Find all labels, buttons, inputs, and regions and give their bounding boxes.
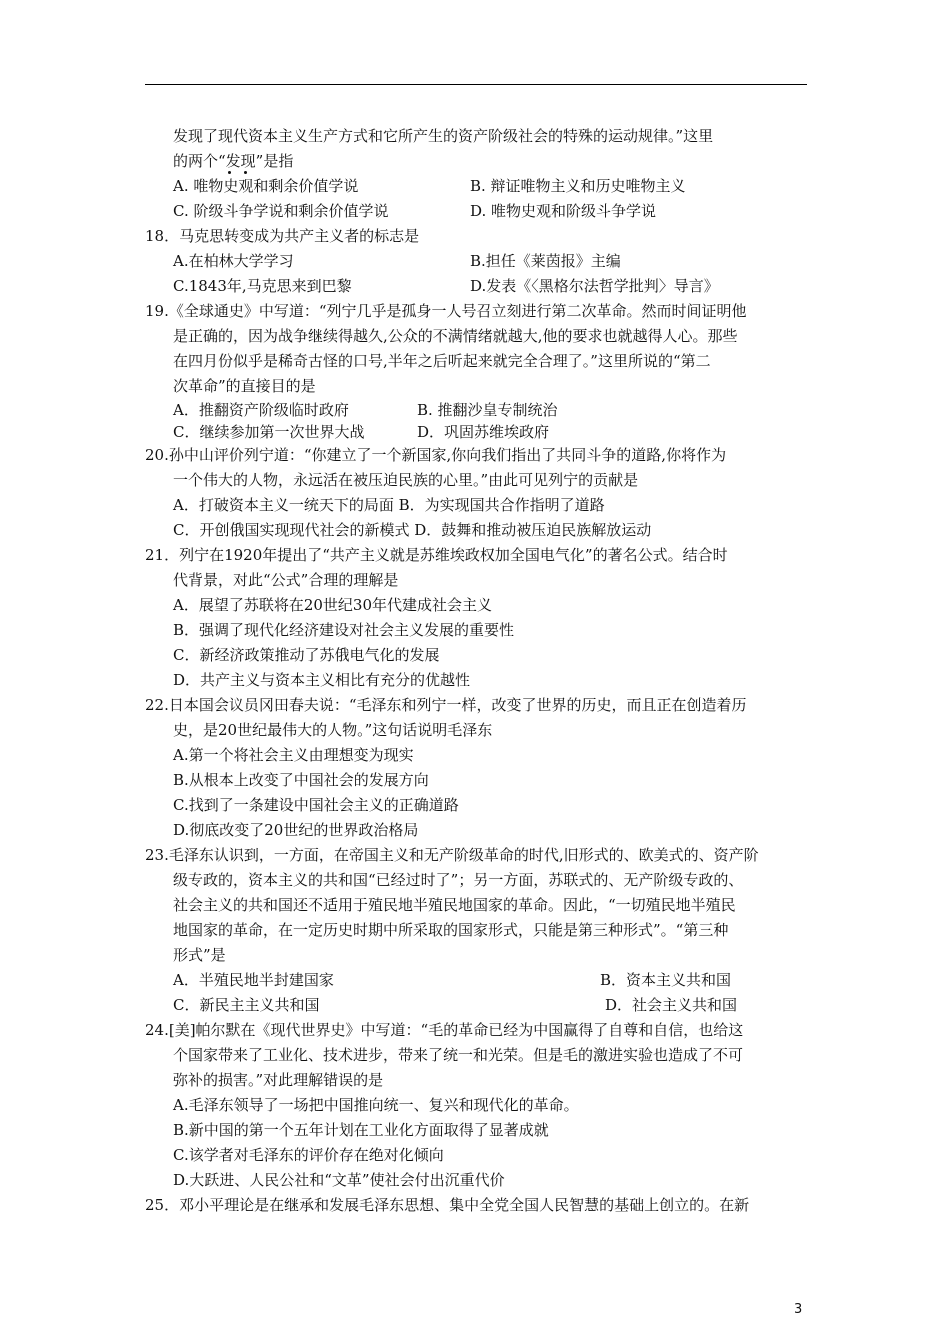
q23-stem-line1: 23.毛泽东认识到，一方面，在帝国主义和无产阶级革命的时代,旧形式的、欧美式的、资产阶 [145, 846, 759, 864]
q22-option-c: C.找到了一条建设中国社会主义的正确道路 [173, 796, 459, 814]
q24-option-d: D.大跃进、人民公社和“文革”使社会付出沉重代价 [173, 1171, 505, 1189]
q17-options-ab [145, 174, 810, 199]
q17-option-c: C. 阶级斗争学说和剩余价值学说 [173, 202, 389, 220]
q22-stem-line1: 22.日本国会议员冈田春夫说：“毛泽东和列宁一样，改变了世界的历史，而且正在创造着历 [145, 696, 747, 714]
q23-options-cd [145, 993, 810, 1018]
q22-option-d: D.彻底改变了20世纪的世界政治格局 [173, 821, 419, 839]
q17-stem-line2: 的两个“发现” 是指 [145, 149, 810, 174]
q23-options-ab [145, 968, 810, 993]
q18-option-c: C.1843年,马克思来到巴黎 [173, 277, 352, 295]
q17-options-cd [145, 199, 810, 224]
q23-option-d: D．社会主义共和国 [605, 996, 738, 1014]
q18-stem: 18．马克思转变成为共产主义者的标志是 [145, 227, 420, 245]
q22-option-b: B.从根本上改变了中国社会的发展方向 [173, 771, 429, 789]
q20-options-cd: C．开创俄国实现现代社会的新模式 D．鼓舞和推动被压迫民族解放运动 [173, 521, 652, 539]
q21-stem-line2: 代背景，对此“公式”合理的理解是 [173, 571, 399, 589]
q17-option-b: B. 辩证唯物主义和历史唯物主义 [470, 177, 686, 195]
q24-stem-line1: 24.[美]帕尔默在《现代世界史》中写道：“毛的革命已经为中国赢得了自尊和自信，也给这 [145, 1021, 744, 1039]
header-rule [145, 84, 807, 85]
q18-option-d: D.发表《〈黑格尔法哲学批判〉导言》 [470, 277, 719, 295]
q23-option-a: A．半殖民地半封建国家 [173, 971, 334, 989]
q23-stem-line4: 地国家的革命，在一定历史时期中所采取的国家形式，只能是第三种形式”。“第三种 [173, 921, 729, 939]
q19-stem-line1: 19.《全球通史》中写道：“列宁几乎是孤身一人号召立刻进行第二次革命。然而时间证明他 [145, 302, 747, 320]
q19-option-a: A．推翻资产阶级临时政府 [173, 401, 349, 419]
q17-option-a: A. 唯物史观和剩余价值学说 [173, 177, 359, 195]
q20-stem-line1: 20.孙中山评价列宁道：“你建立了一个新国家,你向我们指出了共同斗争的道路,你将作为 [145, 446, 727, 464]
q21-option-b: B．强调了现代化经济建设对社会主义发展的重要性 [173, 621, 515, 639]
page-number: 3 [794, 1302, 803, 1317]
q22-option-a: A.第一个将社会主义由理想变为现实 [173, 746, 414, 764]
q24-option-c: C.该学者对毛泽东的评价存在绝对化倾向 [173, 1146, 444, 1164]
emphasis-dots: “发现” [218, 152, 263, 170]
q21-option-c: C．新经济政策推动了苏俄电气化的发展 [173, 646, 440, 664]
q24-stem-line2: 个国家带来了工业化、技术进步，带来了统一和光荣。但是毛的激进实验也造成了不可 [173, 1046, 744, 1064]
q19-stem-line4: 次革命”的直接目的是 [173, 377, 316, 395]
q19-options-cd [145, 421, 810, 443]
q23-option-c: C．新民主主义共和国 [173, 996, 320, 1014]
q20-options-ab: A．打破资本主义一统天下的局面 B．为实现国共合作指明了道路 [173, 496, 605, 514]
q24-option-b: B.新中国的第一个五年计划在工业化方面取得了显著成就 [173, 1121, 549, 1139]
q18-option-b: B.担任《莱茵报》主编 [470, 252, 621, 270]
q23-stem-line3: 社会主义的共和国还不适用于殖民地半殖民地国家的革命。因此，“一切殖民地半殖民 [173, 896, 736, 914]
q19-option-d: D．巩固苏维埃政府 [417, 423, 550, 441]
q20-stem-line2: 一个伟大的人物，永远活在被压迫民族的心里。”由此可见列宁的贡献是 [173, 471, 639, 489]
q19-stem-line3: 在四月份似乎是稀奇古怪的口号,半年之后听起来就完全合理了。”这里所说的“第二 [173, 352, 711, 370]
q19-option-c: C．继续参加第一次世界大战 [173, 423, 365, 441]
q21-option-a: A．展望了苏联将在20世纪30年代建成社会主义 [173, 596, 493, 614]
q21-stem-line1: 21．列宁在1920年提出了“共产主义就是苏维埃政权加全国电气化”的著名公式。结合时 [145, 546, 728, 564]
q23-stem-line5: 形式”是 [173, 946, 226, 964]
q17-stem-line1: 发现了现代资本主义生产方式和它所产生的资产阶级社会的特殊的运动规律。”这里 [173, 127, 714, 145]
q18-option-a: A.在柏林大学学习 [173, 252, 294, 270]
q24-stem-line3: 弥补的损害。”对此理解错误的是 [173, 1071, 384, 1089]
q23-option-b: B．资本主义共和国 [600, 971, 732, 989]
q18-options-ab [145, 249, 810, 274]
q23-stem-line2: 级专政的，资本主义的共和国“已经过时了”；另一方面，苏联式的、无产阶级专政的、 [173, 871, 744, 889]
q18-options-cd [145, 274, 810, 299]
q19-stem-line2: 是正确的，因为战争继续得越久,公众的不满情绪就越大,他的要求也就越得人心。那些 [173, 327, 738, 345]
q24-option-a: A.毛泽东领导了一场把中国推向统一、复兴和现代化的革命。 [173, 1096, 579, 1114]
q21-option-d: D．共产主义与资本主义相比有充分的优越性 [173, 671, 471, 689]
q19-options-ab [145, 399, 810, 421]
q19-option-b: B. 推翻沙皇专制统治 [417, 401, 558, 419]
q22-stem-line2: 史，是20世纪最伟大的人物。”这句话说明毛泽东 [173, 721, 493, 739]
q25-stem-line1: 25．邓小平理论是在继承和发展毛泽东思想、集中全党全国人民智慧的基础上创立的。在新 [145, 1196, 750, 1214]
q17-option-d: D. 唯物史观和阶级斗争学说 [470, 202, 657, 220]
document-page [145, 124, 810, 1218]
